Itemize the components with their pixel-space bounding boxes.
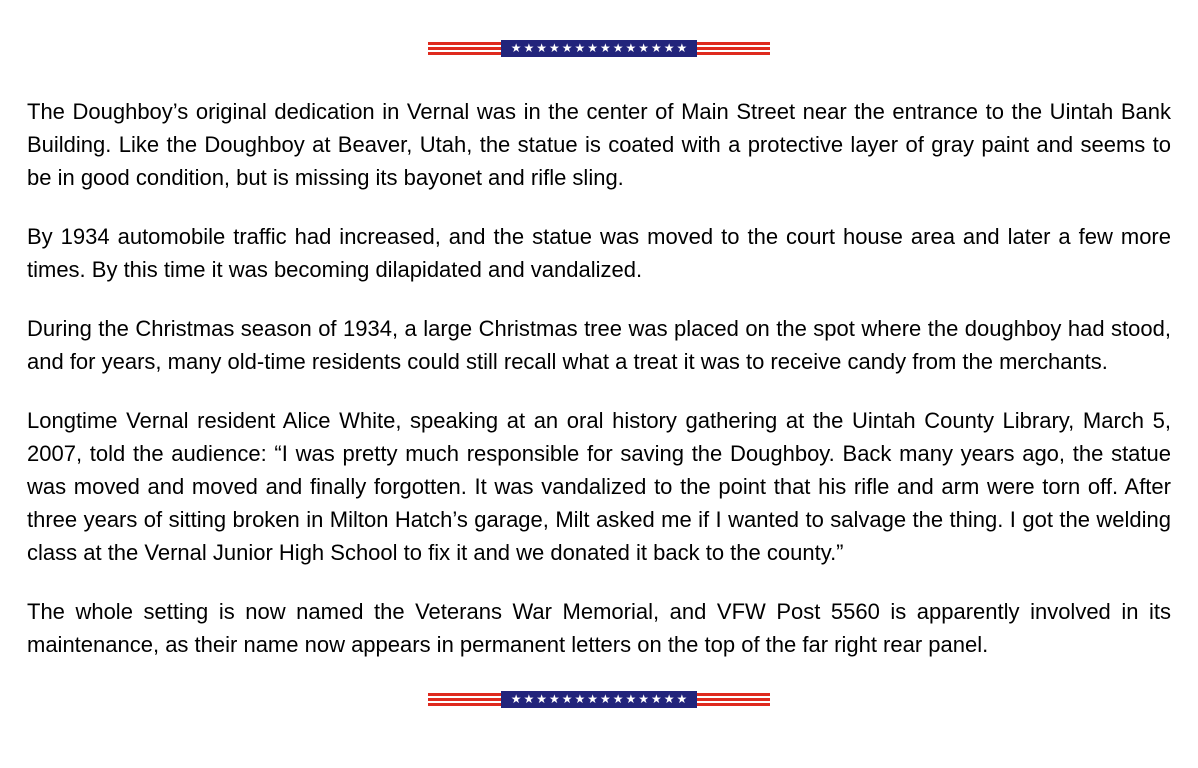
flag-stars-icon: ★★★★★★★★★★★★★★: [501, 40, 698, 57]
paragraph-christmas-1934: During the Christmas season of 1934, a large Christmas tree was placed on the spot where the doughboy had stood, and for years, many old-time residents could still recall what a treat it was to receive candy from the merchants.: [27, 316, 1171, 374]
flag-stripes-right-icon: [697, 693, 770, 706]
paragraph-dedication: The Doughboy’s original dedication in Vernal was in the center of Main Street near the entrance to the Uintah Bank Building. Like the Doughboy at Beaver, Utah, the statue is coated with a protective layer of gray paint and seems to be in good condition, but is missing its bayonet and rifle sling.: [27, 99, 1171, 190]
flag-divider-top: [428, 40, 770, 57]
paragraph-veterans-war-memorial: The whole setting is now named the Veterans War Memorial, and VFW Post 5560 is apparently involved in its maintenance, as their name now appears in permanent letters on the top of the far right rear panel.: [27, 599, 1171, 657]
paragraph-traffic-1934: By 1934 automobile traffic had increased, and the statue was moved to the court house area and later a few more times. By this time it was becoming dilapidated and vandalized.: [27, 224, 1171, 282]
flag-divider-bottom: [428, 691, 770, 708]
flag-stripes-right-icon: [697, 42, 770, 55]
divider-bottom-wrap: [27, 691, 1171, 708]
paragraph-alice-white-quote: Longtime Vernal resident Alice White, speaking at an oral history gathering at the Uintah County Library, March 5, 2007, told the audience: “I was pretty much responsible for saving the Doughboy. Back many years ago, the statue was moved and moved and finally forgotten. It was vandalized to the point that his rifle and arm were torn off. After three years of sitting broken in Milton Hatch’s garage, Milt asked me if I wanted to salvage the thing. I got the welding class at the Vernal Junior High School to fix it and we donated it back to the county.”: [27, 408, 1171, 565]
flag-stripes-left-icon: [428, 42, 501, 55]
flag-stars-icon: ★★★★★★★★★★★★★★: [501, 691, 698, 708]
article-body: [27, 95, 1171, 661]
flag-stripes-left-icon: [428, 693, 501, 706]
